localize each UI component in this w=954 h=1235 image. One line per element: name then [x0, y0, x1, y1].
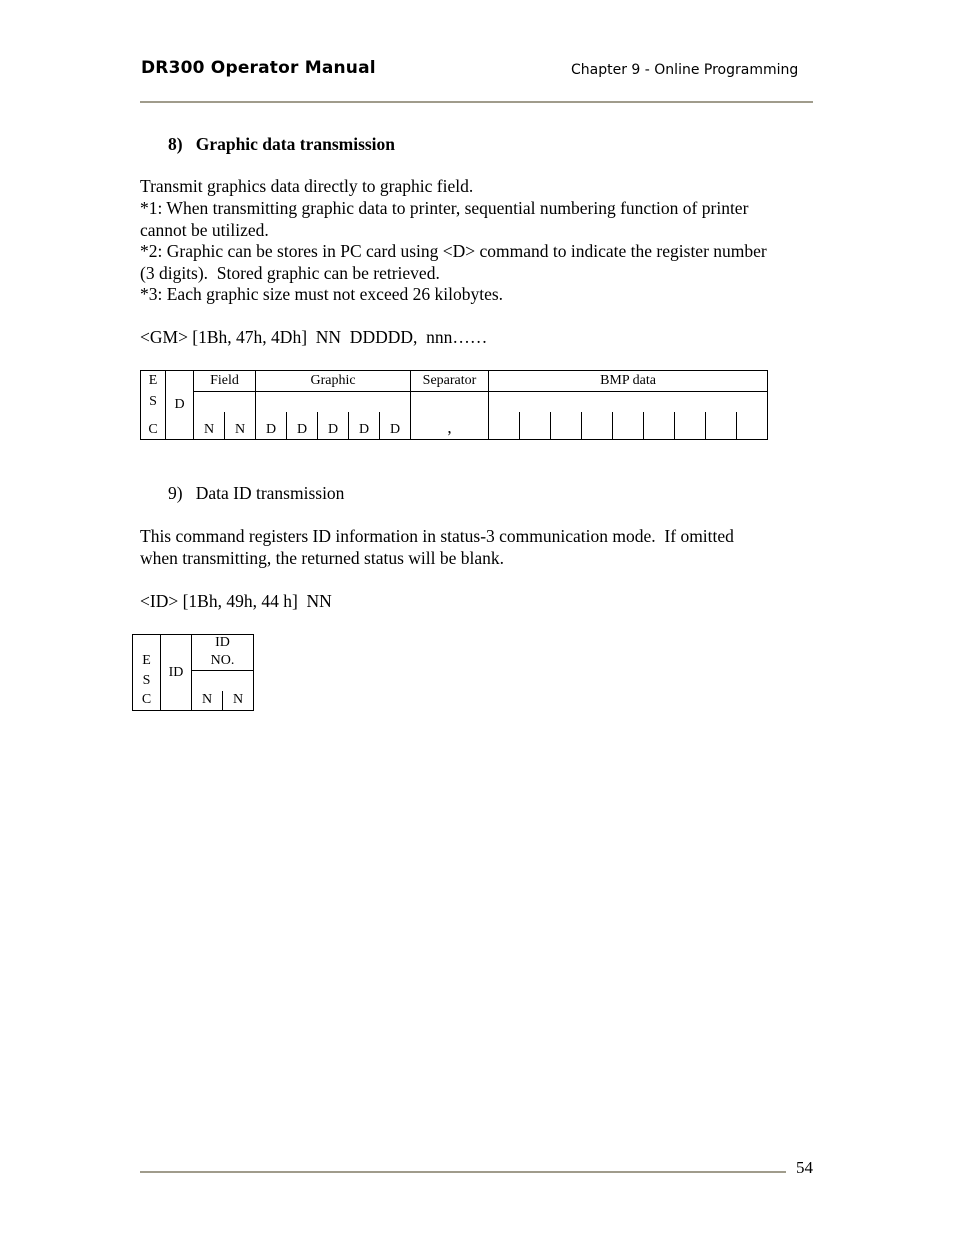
section-8-line-1: Transmit graphics data directly to graphic field. [140, 176, 474, 196]
esc-c: C [141, 412, 166, 440]
id-no-header-line1: ID [192, 635, 254, 652]
header-rule [140, 101, 813, 103]
id-no-header-line2: NO. [192, 652, 254, 671]
id-no-cell: N [192, 691, 223, 711]
bmp-data-cell [675, 412, 706, 440]
esc-e: E [141, 371, 166, 392]
manual-title: DR300 Operator Manual [141, 58, 376, 78]
graphic-cell: D [349, 412, 380, 440]
bmp-data-cell [737, 412, 768, 440]
section-9-line-2: when transmitting, the returned status will be blank. [140, 548, 505, 568]
section-9-line-1: This command registers ID information in status-3 communication mode. If omitted [140, 526, 734, 546]
bmp-data-header: BMP data [489, 371, 768, 392]
esc-s: S [141, 392, 166, 412]
esc-c: C [133, 691, 161, 711]
section-9-heading: 9) Data ID transmission [168, 483, 345, 503]
id-cell: ID [161, 635, 192, 711]
d-cell: D [166, 371, 194, 440]
footer-rule [140, 1171, 786, 1173]
esc-s: S [133, 671, 161, 691]
bmp-data-cell [582, 412, 613, 440]
bmp-data-cell [489, 412, 520, 440]
graphic-header: Graphic [256, 371, 411, 392]
graphic-cell: D [256, 412, 287, 440]
field-cell: N [194, 412, 225, 440]
bmp-data-cell [520, 412, 551, 440]
section-8-line-2: *1: When transmitting graphic data to printer, sequential numbering function of printer [140, 198, 749, 218]
gm-command-syntax: <GM> [1Bh, 47h, 4Dh] NN DDDDD, nnn…… [140, 327, 488, 347]
field-cell: N [225, 412, 256, 440]
graphic-cell: D [287, 412, 318, 440]
separator-header: Separator [411, 371, 489, 392]
esc-e: E [133, 652, 161, 671]
bmp-data-cell [613, 412, 644, 440]
id-command-table [132, 634, 254, 711]
bmp-data-cell [551, 412, 582, 440]
gm-command-table [140, 370, 768, 440]
bmp-data-cell [706, 412, 737, 440]
id-no-cell: N [223, 691, 254, 711]
chapter-title: Chapter 9 - Online Programming [571, 62, 799, 78]
id-command-syntax: <ID> [1Bh, 49h, 44 h] NN [140, 591, 332, 611]
page-number: 54 [796, 1158, 813, 1177]
section-8-line-3: cannot be utilized. [140, 220, 269, 240]
field-header: Field [194, 371, 256, 392]
section-8-line-5: (3 digits). Stored graphic can be retrieved. [140, 263, 440, 283]
section-8-line-6: *3: Each graphic size must not exceed 26 kilobytes. [140, 284, 504, 304]
section-8-heading: 8) Graphic data transmission [168, 134, 396, 154]
graphic-cell: D [318, 412, 349, 440]
separator-cell: , [411, 412, 489, 440]
section-8-line-4: *2: Graphic can be stores in PC card using <D> command to indicate the register number [140, 241, 767, 261]
graphic-cell: D [380, 412, 411, 440]
bmp-data-cell [644, 412, 675, 440]
